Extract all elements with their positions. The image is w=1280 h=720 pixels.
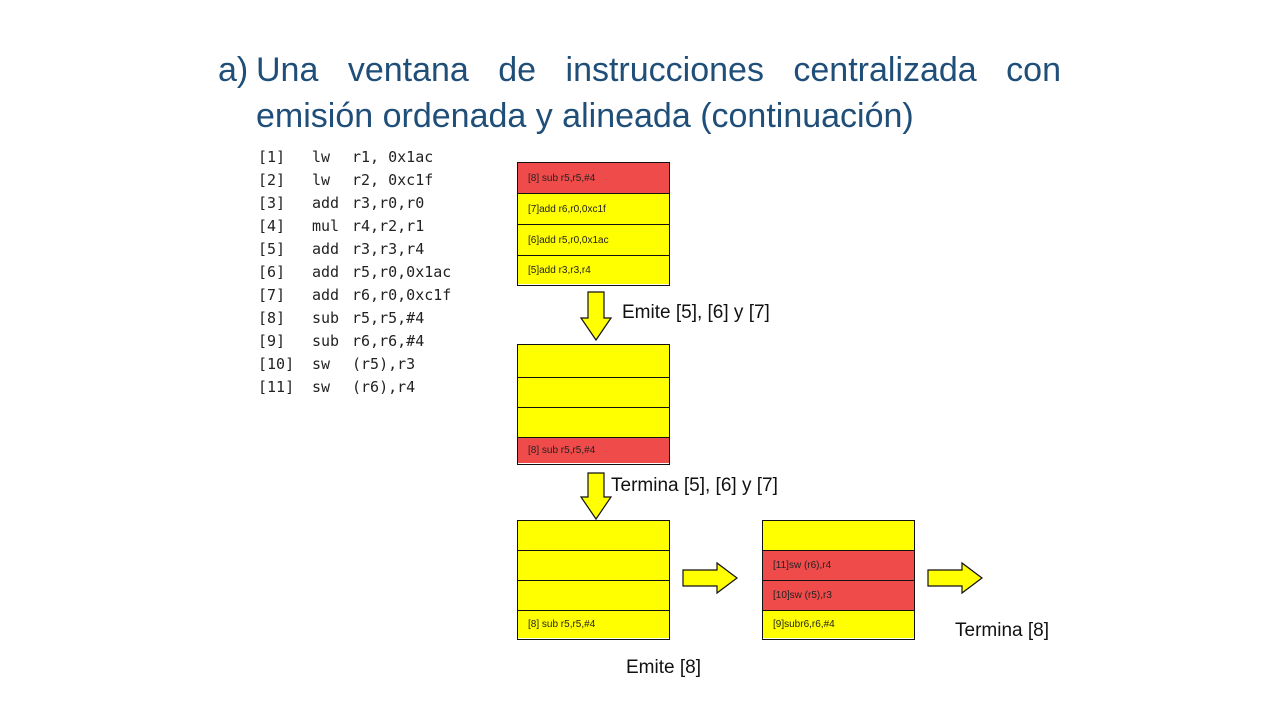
down-arrow-icon [580,473,612,521]
code-index: [11] [258,378,295,396]
code-operands: r3,r0,r0 [352,194,425,212]
code-opcode: add [312,286,340,304]
code-opcode: lw [312,171,331,189]
slide-title-line-1: Una ventana de instrucciones centralizada con [256,51,1061,89]
right-arrow-icon [928,562,984,596]
code-opcode: mul [312,217,340,235]
code-operands: r6,r6,#4 [352,332,425,350]
code-operands: r3,r3,r4 [352,240,425,258]
window-slot: [11]sw (r6),r4 [763,551,914,581]
window-slot: [8] sub r5,r5,#4 [518,611,669,638]
window-slot: [8] sub r5,r5,#4 [518,163,669,194]
code-index: [4] [258,217,286,235]
right-arrow-icon [683,562,739,596]
window-slot [763,521,914,551]
title-marker: a) [218,51,249,89]
code-operands: r1, 0x1ac [352,148,434,166]
code-opcode: lw [312,148,331,166]
code-opcode: sw [312,378,331,396]
code-operands: (r6),r4 [352,378,416,396]
termina-8-label: Termina [8] [955,620,1049,641]
code-index: [7] [258,286,286,304]
window-slot [518,378,669,408]
instruction-window-1 [517,162,670,286]
code-operands: r4,r2,r1 [352,217,425,235]
window-slot: [6]add r5,r0,0x1ac [518,225,669,256]
window-slot: [8] sub r5,r5,#4 [518,438,669,463]
code-opcode: sub [312,309,340,327]
window-slot: [10]sw (r5),r3 [763,581,914,611]
down-arrow-icon [580,292,612,342]
slide-title-line-2: emisión ordenada y alineada (continuación) [256,97,914,135]
code-index: [2] [258,171,286,189]
code-index: [5] [258,240,286,258]
instruction-window-2 [517,344,670,465]
window-slot [518,551,669,581]
code-opcode: add [312,240,340,258]
code-index: [3] [258,194,286,212]
code-opcode: add [312,263,340,281]
emite-8-label: Emite [8] [626,657,701,678]
code-operands: r5,r5,#4 [352,309,425,327]
window-slot: [7]add r6,r0,0xc1f [518,194,669,225]
code-index: [9] [258,332,286,350]
window-slot [518,408,669,438]
code-opcode: sw [312,355,331,373]
code-index: [10] [258,355,295,373]
code-operands: r6,r0,0xc1f [352,286,452,304]
window-slot [518,345,669,378]
instruction-window-4 [762,520,915,640]
code-opcode: add [312,194,340,212]
code-index: [6] [258,263,286,281]
code-opcode: sub [312,332,340,350]
window-slot [518,521,669,551]
emite-567-label: Emite [5], [6] y [7] [622,302,770,323]
window-slot [518,581,669,611]
code-index: [1] [258,148,286,166]
termina-567-label: Termina [5], [6] y [7] [611,475,778,496]
code-index: [8] [258,309,286,327]
code-operands: r5,r0,0x1ac [352,263,452,281]
code-operands: (r5),r3 [352,355,416,373]
code-operands: r2, 0xc1f [352,171,434,189]
window-slot: [9]subr6,r6,#4 [763,611,914,638]
instruction-window-3 [517,520,670,640]
window-slot: [5]add r3,r3,r4 [518,256,669,284]
